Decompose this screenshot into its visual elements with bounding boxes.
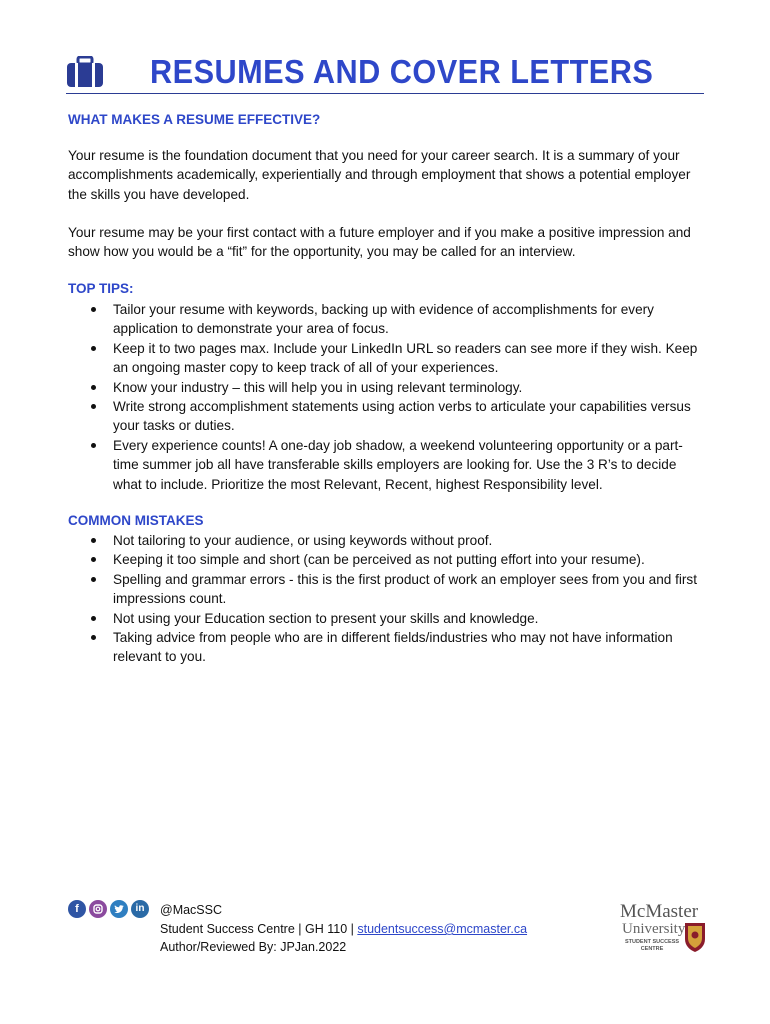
- section-heading-effective: WHAT MAKES A RESUME EFFECTIVE?: [68, 112, 321, 127]
- title-divider: [66, 93, 704, 94]
- mistakes-list: [68, 531, 708, 667]
- section-heading-tips: TOP TIPS:: [68, 281, 134, 296]
- effective-paragraph-2: [68, 223, 708, 262]
- email-link[interactable]: studentsuccess@mcmaster.ca: [357, 922, 528, 936]
- list-item: Taking advice from people who are in different fields/industries who may not have information relevant to you.: [68, 628, 708, 667]
- linkedin-icon[interactable]: in: [131, 900, 149, 918]
- centre-text: Student Success Centre | GH 110 |: [160, 922, 358, 936]
- list-item: Not tailoring to your audience, or using keywords without proof.: [68, 531, 708, 550]
- instagram-icon[interactable]: [89, 900, 107, 918]
- text-line: Your resume may be your first contact with a future employer and if you make a positive impression and: [68, 225, 691, 240]
- mcmaster-logo: [620, 902, 712, 956]
- list-item: Every experience counts! A one-day job shadow, a weekend volunteering opportunity or a part- time summer job all have transferable skills employers are looking for. Use the 3 R’s to decide what to include. Prioritize the most Relevant, Recent, highest Responsibility level.: [68, 436, 708, 494]
- logo-line-3: STUDENT SUCCESS CENTRE: [624, 939, 680, 952]
- list-item: Keeping it too simple and short (can be perceived as not putting effort into your resume).: [68, 550, 708, 569]
- list-item: Write strong accomplishment statements using action verbs to articulate your capabilities versus your tasks or duties.: [68, 397, 708, 436]
- social-handle: @MacSSC: [160, 903, 223, 917]
- logo-line-2: University: [622, 921, 686, 937]
- list-item: Not using your Education section to present your skills and knowledge.: [68, 609, 708, 628]
- facebook-icon[interactable]: f: [68, 900, 86, 918]
- twitter-icon[interactable]: [110, 900, 128, 918]
- list-item: Spelling and grammar errors - this is the first product of work an employer sees from you and first impressions count.: [68, 570, 708, 609]
- list-item: Keep it to two pages max. Include your LinkedIn URL so readers can see more if they wish. Keep an ongoing master copy to keep track of all of your experiences.: [68, 339, 708, 378]
- text-line: accomplishments academically, experientially and through employment that shows a potential employer: [68, 167, 691, 183]
- text-line: Your resume is the foundation document that you need for your career search. It is a summary of your: [68, 148, 680, 163]
- contact-line: [160, 920, 527, 938]
- list-item: Know your industry – this will help you in using relevant terminology.: [68, 378, 708, 397]
- briefcase-icon: [66, 56, 104, 88]
- logo-line-1: McMaster: [620, 901, 699, 922]
- section-heading-mistakes: COMMON MISTAKES: [68, 513, 204, 528]
- text-line: the skills you have developed.: [68, 186, 250, 202]
- list-item: Tailor your resume with keywords, backing up with evidence of accomplishments for every application to demonstrate your area of focus.: [68, 300, 708, 339]
- page-title: RESUMES AND COVER LETTERS: [150, 53, 654, 90]
- effective-paragraph-1: [68, 146, 708, 204]
- crest-icon: [684, 921, 706, 953]
- text-line: show how you would be a “fit” for the opportunity, you may be called for an interview.: [68, 244, 576, 260]
- author-line: Author/Reviewed By: JPJan.2022: [160, 940, 347, 954]
- tips-list: [68, 300, 708, 494]
